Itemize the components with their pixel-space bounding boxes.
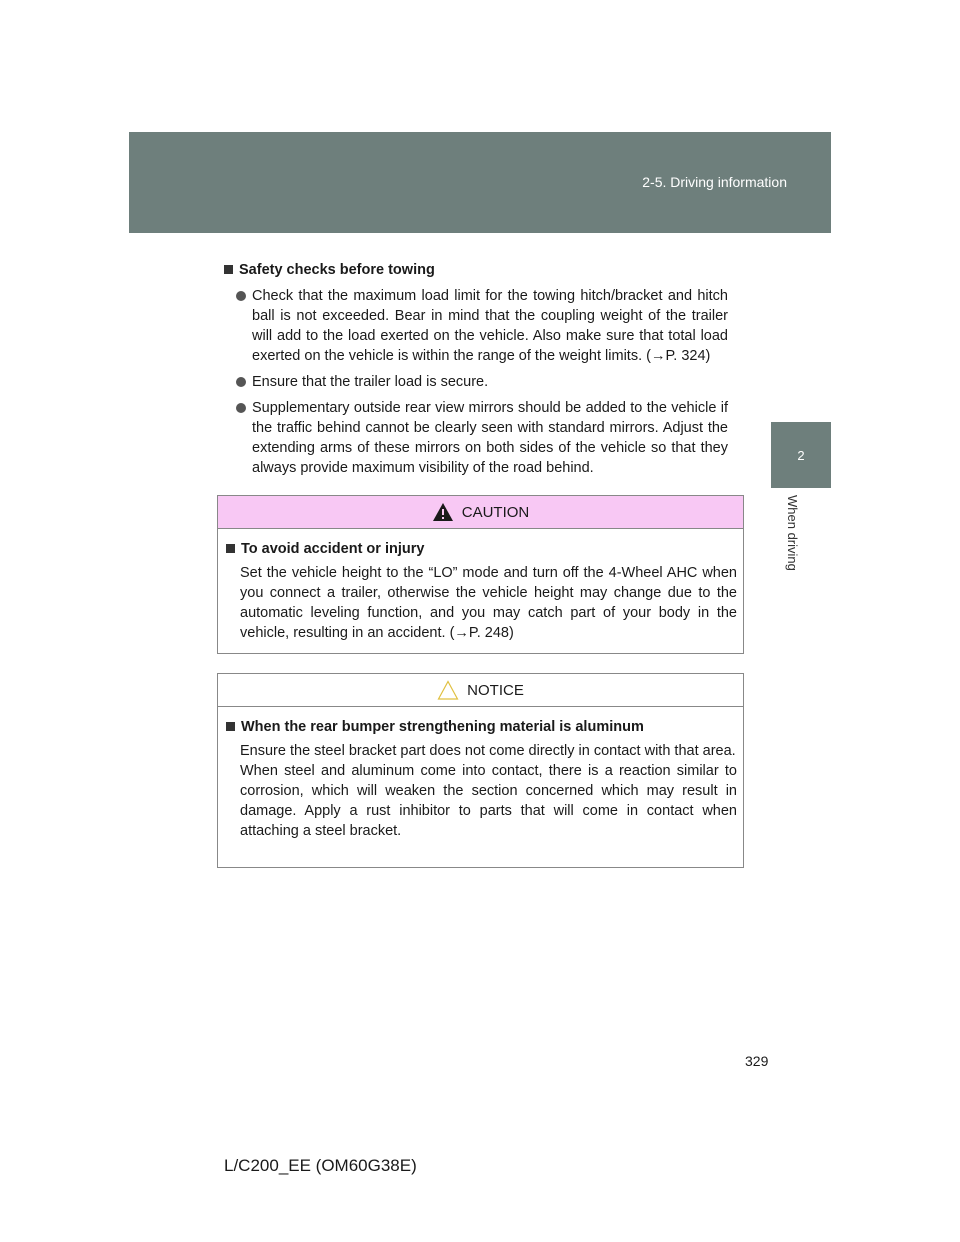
safety-checks-section (222, 260, 728, 484)
model-code: L/C200_EE (OM60G38E) (224, 1156, 417, 1175)
circle-bullet-icon (236, 291, 246, 301)
square-bullet-icon (226, 722, 235, 731)
page-number: 329 (745, 1053, 769, 1069)
header-band (129, 132, 831, 233)
chapter-tab (771, 422, 831, 488)
caution-title: CAUTION (461, 503, 530, 521)
list-item: Ensure that the trailer load is secure. (222, 372, 728, 392)
chapter-number: 2 (797, 447, 805, 463)
chapter-label: When driving (785, 495, 800, 571)
list-item: Check that the maximum load limit for the towing hitch/bracket and hitch ball is not exceeded. Bear in mind that the coupling weight of the trailer will add to the load exerted on the vehicle. Also make sure that total load exerted on the vehicle is within the range of the weight limits. (→P. 324) (222, 286, 728, 366)
notice-text-1: Ensure the steel bracket part does not come directly in contact with that area. (240, 743, 736, 759)
circle-bullet-icon (236, 403, 246, 413)
notice-text-2: When steel and aluminum come into contact, there is a reaction similar to corrosion, which will weaken the section concerned which may result in damage. Apply a rust inhibitor to parts that will come in contact when attaching a steel bracket. (240, 763, 737, 839)
caution-heading: To avoid accident or injury (224, 539, 737, 559)
square-bullet-icon (224, 265, 233, 274)
warning-icon (432, 502, 454, 522)
caution-box (217, 495, 744, 654)
square-bullet-icon (226, 544, 235, 553)
circle-bullet-icon (236, 377, 246, 387)
caution-header (218, 496, 743, 529)
notice-warning-icon (437, 680, 459, 700)
notice-header (218, 674, 743, 707)
section-title: 2-5. Driving information (642, 174, 787, 190)
list-item: Supplementary outside rear view mirrors should be added to the vehicle if the traffic behind cannot be clearly seen with standard mirrors. Adjust the extending arms of these mirrors on both sides of the vehicle so that they always provide maximum visibility of the road behind. (222, 398, 728, 478)
notice-title: NOTICE (467, 681, 524, 699)
caution-text: Set the vehicle height to the “LO” mode and turn off the 4-Wheel AHC when you connect a trailer, otherwise the vehicle height may change due to the automatic leveling function, and you may catch part of your body in the vehicle, resulting in an accident. (→P. 248) (240, 565, 737, 641)
notice-box (217, 673, 744, 868)
notice-heading: When the rear bumper strengthening material is aluminum (224, 717, 737, 737)
safety-checks-heading: Safety checks before towing (222, 260, 728, 280)
